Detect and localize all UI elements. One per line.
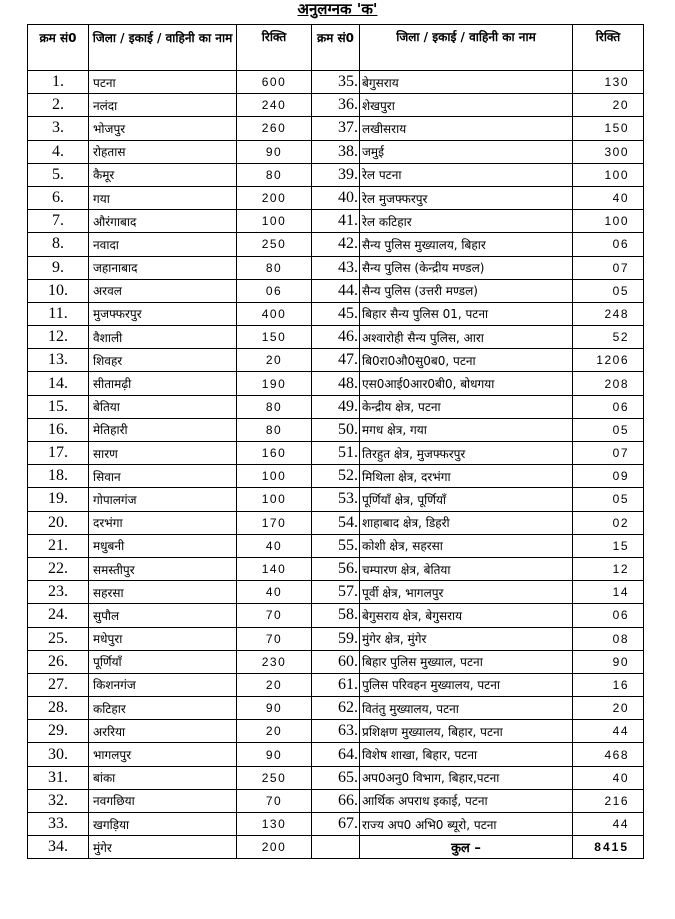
serial-number-cell: 26.	[28, 650, 89, 673]
vacancy-cell: 468	[573, 743, 644, 766]
vacancy-cell: 05	[573, 488, 644, 511]
unit-name-cell: मगध क्षेत्र, गया	[360, 418, 573, 441]
vacancy-cell: 300	[573, 140, 644, 163]
serial-number-cell: 60.	[312, 650, 360, 673]
vacancy-cell: 80	[237, 395, 312, 418]
unit-name-cell: मुजफ्फरपुर	[89, 302, 237, 325]
vacancy-cell: 20	[573, 697, 644, 720]
serial-number-cell: 63.	[312, 720, 360, 743]
serial-number-cell: 48.	[312, 372, 360, 395]
vacancy-cell: 130	[573, 71, 644, 94]
vacancy-cell: 160	[237, 442, 312, 465]
serial-number-cell: 29.	[28, 720, 89, 743]
unit-name-cell: वैशाली	[89, 326, 237, 349]
vacancy-cell: 07	[573, 442, 644, 465]
vacancy-cell: 40	[237, 534, 312, 557]
serial-number-cell: 30.	[28, 743, 89, 766]
unit-name-cell: मेतिहारी	[89, 418, 237, 441]
serial-number-cell: 53.	[312, 488, 360, 511]
serial-number-cell: 15.	[28, 395, 89, 418]
unit-name-cell: अप0अनु0 विभाग, बिहार,पटना	[360, 766, 573, 789]
header-vacancy-right: रिक्ति	[573, 25, 644, 71]
unit-name-cell: सहरसा	[89, 581, 237, 604]
serial-number-cell: 50.	[312, 418, 360, 441]
vacancy-cell: 100	[237, 488, 312, 511]
serial-number-cell: 2.	[28, 94, 89, 117]
serial-number-cell: 42.	[312, 233, 360, 256]
table-row	[28, 256, 644, 279]
serial-number-cell: 33.	[28, 813, 89, 836]
unit-name-cell: सैन्य पुलिस मुख्यालय, बिहार	[360, 233, 573, 256]
vacancy-cell: 90	[237, 697, 312, 720]
unit-name-cell: केन्द्रीय क्षेत्र, पटना	[360, 395, 573, 418]
unit-name-cell: सीतामढ़ी	[89, 372, 237, 395]
unit-name-cell: सारण	[89, 442, 237, 465]
unit-name-cell: तिरहुत क्षेत्र, मुजफ्फरपुर	[360, 442, 573, 465]
table-row	[28, 349, 644, 372]
vacancy-cell: 100	[573, 163, 644, 186]
vacancy-cell: 80	[237, 163, 312, 186]
vacancy-cell: 90	[237, 140, 312, 163]
vacancy-cell: 15	[573, 534, 644, 557]
serial-number-cell: 47.	[312, 349, 360, 372]
vacancy-cell: 208	[573, 372, 644, 395]
unit-name-cell: विशेष शाखा, बिहार, पटना	[360, 743, 573, 766]
unit-name-cell: सिवान	[89, 465, 237, 488]
serial-number-cell: 5.	[28, 163, 89, 186]
serial-number-cell: 28.	[28, 697, 89, 720]
serial-number-cell: 27.	[28, 673, 89, 696]
serial-number-cell: 17.	[28, 442, 89, 465]
vacancy-cell: 240	[237, 94, 312, 117]
unit-name-cell: कैमूर	[89, 163, 237, 186]
serial-number-cell: 32.	[28, 789, 89, 812]
serial-number-cell: 13.	[28, 349, 89, 372]
vacancy-cell: 02	[573, 511, 644, 534]
serial-number-cell: 61.	[312, 673, 360, 696]
vacancy-cell: 1206	[573, 349, 644, 372]
vacancy-cell: 16	[573, 673, 644, 696]
table-row	[28, 442, 644, 465]
vacancy-cell: 170	[237, 511, 312, 534]
unit-name-cell: जहानाबाद	[89, 256, 237, 279]
vacancy-cell: 140	[237, 557, 312, 580]
serial-number-cell: 46.	[312, 326, 360, 349]
unit-name-cell: बेगुसराय	[360, 71, 573, 94]
table-row	[28, 511, 644, 534]
serial-number-cell: 54.	[312, 511, 360, 534]
vacancy-cell: 12	[573, 557, 644, 580]
header-name-right: जिला / इकाई / वाहिनी का नाम	[360, 25, 573, 71]
unit-name-cell: सैन्य पुलिस (केन्द्रीय मण्डल)	[360, 256, 573, 279]
unit-name-cell: बेगुसराय क्षेत्र, बेगुसराय	[360, 604, 573, 627]
table-row	[28, 326, 644, 349]
serial-number-cell: 1.	[28, 71, 89, 94]
serial-number-cell: 56.	[312, 557, 360, 580]
serial-number-cell: 19.	[28, 488, 89, 511]
table-row	[28, 673, 644, 696]
unit-name-cell: रेल मुजफ्फरपुर	[360, 186, 573, 209]
vacancy-cell: 44	[573, 813, 644, 836]
unit-name-cell: अरवल	[89, 279, 237, 302]
vacancy-cell: 20	[237, 349, 312, 372]
table-row	[28, 71, 644, 94]
table-row	[28, 210, 644, 233]
table-row	[28, 395, 644, 418]
serial-number-cell: 59.	[312, 627, 360, 650]
table-row	[28, 766, 644, 789]
vacancy-cell: 80	[237, 256, 312, 279]
table-row	[28, 372, 644, 395]
serial-number-cell: 24.	[28, 604, 89, 627]
table-row	[28, 720, 644, 743]
table-row	[28, 140, 644, 163]
unit-name-cell: भोजपुर	[89, 117, 237, 140]
unit-name-cell: समस्तीपुर	[89, 557, 237, 580]
unit-name-cell: पुलिस परिवहन मुख्यालय, पटना	[360, 673, 573, 696]
unit-name-cell: शेखपुरा	[360, 94, 573, 117]
header-serial-right: क्रम सं0	[312, 25, 360, 71]
vacancy-cell: 190	[237, 372, 312, 395]
table-row	[28, 789, 644, 812]
serial-number-cell: 6.	[28, 186, 89, 209]
serial-number-cell: 25.	[28, 627, 89, 650]
unit-name-cell: शिवहर	[89, 349, 237, 372]
unit-name-cell: बि0रा0औ0सु0ब0, पटना	[360, 349, 573, 372]
table-row	[28, 465, 644, 488]
unit-name-cell: नवादा	[89, 233, 237, 256]
serial-number-cell: 20.	[28, 511, 89, 534]
unit-name-cell: आर्थिक अपराध इकाई, पटना	[360, 789, 573, 812]
vacancy-cell: 200	[237, 836, 312, 859]
vacancy-cell: 100	[237, 210, 312, 233]
table-row	[28, 604, 644, 627]
serial-number-cell: 12.	[28, 326, 89, 349]
serial-number-cell: 31.	[28, 766, 89, 789]
table-row	[28, 117, 644, 140]
vacancy-cell: 600	[237, 71, 312, 94]
unit-name-cell: चम्पारण क्षेत्र, बेतिया	[360, 557, 573, 580]
vacancy-cell: 20	[237, 673, 312, 696]
vacancy-cell: 06	[573, 233, 644, 256]
unit-name-cell: सुपौल	[89, 604, 237, 627]
serial-number-cell: 37.	[312, 117, 360, 140]
vacancy-cell: 05	[573, 279, 644, 302]
serial-number-cell: 40.	[312, 186, 360, 209]
serial-number-cell: 18.	[28, 465, 89, 488]
vacancy-cell: 90	[237, 743, 312, 766]
serial-number-cell: 66.	[312, 789, 360, 812]
unit-name-cell: राज्य अप0 अभि0 ब्यूरो, पटना	[360, 813, 573, 836]
table-row	[28, 233, 644, 256]
serial-number-cell: 49.	[312, 395, 360, 418]
unit-name-cell: दरभंगा	[89, 511, 237, 534]
vacancy-cell: 150	[237, 326, 312, 349]
vacancy-cell: 250	[237, 233, 312, 256]
serial-number-cell: 57.	[312, 581, 360, 604]
unit-name-cell: मधुबनी	[89, 534, 237, 557]
unit-name-cell: अररिया	[89, 720, 237, 743]
vacancy-cell: 06	[573, 395, 644, 418]
unit-name-cell: वितंतु मुख्यालय, पटना	[360, 697, 573, 720]
vacancy-cell: 80	[237, 418, 312, 441]
vacancy-cell: 70	[237, 627, 312, 650]
vacancy-cell: 130	[237, 813, 312, 836]
unit-name-cell: गोपालगंज	[89, 488, 237, 511]
table-row	[28, 813, 644, 836]
vacancy-cell: 09	[573, 465, 644, 488]
vacancy-cell: 07	[573, 256, 644, 279]
serial-number-cell: 16.	[28, 418, 89, 441]
vacancy-cell: 40	[573, 766, 644, 789]
serial-number-cell: 64.	[312, 743, 360, 766]
annexure-title: अनुलग्नक 'क'	[297, 0, 378, 18]
unit-name-cell: मुंगेर	[89, 836, 237, 859]
unit-name-cell: मुंगेर क्षेत्र, मुंगेर	[360, 627, 573, 650]
serial-number-cell: 11.	[28, 302, 89, 325]
vacancy-cell: 05	[573, 418, 644, 441]
serial-number-cell: 41.	[312, 210, 360, 233]
unit-name-cell: प्रशिक्षण मुख्यालय, बिहार, पटना	[360, 720, 573, 743]
vacancy-cell: 260	[237, 117, 312, 140]
unit-name-cell: भागलपुर	[89, 743, 237, 766]
table-header-row	[28, 25, 644, 71]
unit-name-cell: बिहार पुलिस मुख्याल, पटना	[360, 650, 573, 673]
serial-number-cell: 39.	[312, 163, 360, 186]
serial-number-cell: 36.	[312, 94, 360, 117]
serial-number-cell: 35.	[312, 71, 360, 94]
table-row	[28, 186, 644, 209]
unit-name-cell: शाहाबाद क्षेत्र, डिहरी	[360, 511, 573, 534]
vacancy-cell: 40	[237, 581, 312, 604]
vacancy-cell: 70	[237, 789, 312, 812]
vacancy-cell: 14	[573, 581, 644, 604]
table-row	[28, 488, 644, 511]
serial-number-cell: 52.	[312, 465, 360, 488]
table-row	[28, 557, 644, 580]
serial-number-cell: 62.	[312, 697, 360, 720]
unit-name-cell: पटना	[89, 71, 237, 94]
unit-name-cell: जमुई	[360, 140, 573, 163]
vacancy-cell: 200	[237, 186, 312, 209]
table-row	[28, 581, 644, 604]
vacancy-cell: 216	[573, 789, 644, 812]
header-name-left: जिला / इकाई / वाहिनी का नाम	[89, 25, 237, 71]
vacancy-cell: 20	[237, 720, 312, 743]
unit-name-cell: मधेपुरा	[89, 627, 237, 650]
vacancy-cell: 150	[573, 117, 644, 140]
table-row	[28, 650, 644, 673]
unit-name-cell: बेतिया	[89, 395, 237, 418]
unit-name-cell: औरंगाबाद	[89, 210, 237, 233]
vacancy-cell: 44	[573, 720, 644, 743]
total-label: कुल –	[360, 836, 573, 859]
serial-number-cell: 65.	[312, 766, 360, 789]
vacancy-cell: 100	[573, 210, 644, 233]
serial-number-cell: 22.	[28, 557, 89, 580]
vacancy-cell: 52	[573, 326, 644, 349]
unit-name-cell: खगड़िया	[89, 813, 237, 836]
serial-number-cell: 44.	[312, 279, 360, 302]
vacancy-cell: 100	[237, 465, 312, 488]
serial-number-cell: 10.	[28, 279, 89, 302]
vacancy-cell: 248	[573, 302, 644, 325]
serial-number-cell: 4.	[28, 140, 89, 163]
table-row	[28, 302, 644, 325]
table-row	[28, 627, 644, 650]
vacancy-cell: 40	[573, 186, 644, 209]
vacancy-cell: 400	[237, 302, 312, 325]
vacancy-cell: 70	[237, 604, 312, 627]
serial-number-cell: 7.	[28, 210, 89, 233]
unit-name-cell: रेल पटना	[360, 163, 573, 186]
serial-number-cell: 55.	[312, 534, 360, 557]
table-row	[28, 534, 644, 557]
vacancy-cell: 230	[237, 650, 312, 673]
unit-name-cell: गया	[89, 186, 237, 209]
unit-name-cell: कोशी क्षेत्र, सहरसा	[360, 534, 573, 557]
vacancy-cell: 250	[237, 766, 312, 789]
unit-name-cell: अश्वारोही सैन्य पुलिस, आरा	[360, 326, 573, 349]
vacancy-cell: 06	[573, 604, 644, 627]
total-value: 8415	[573, 836, 644, 859]
vacancy-cell: 06	[237, 279, 312, 302]
unit-name-cell: पूर्वी क्षेत्र, भागलपुर	[360, 581, 573, 604]
header-vacancy-left: रिक्ति	[237, 25, 312, 71]
table-row	[28, 743, 644, 766]
unit-name-cell: रेल कटिहार	[360, 210, 573, 233]
unit-name-cell: रोहतास	[89, 140, 237, 163]
serial-number-cell: 67.	[312, 813, 360, 836]
table-row	[28, 418, 644, 441]
vacancy-table	[27, 24, 644, 859]
vacancy-cell: 90	[573, 650, 644, 673]
serial-number-cell: 3.	[28, 117, 89, 140]
unit-name-cell: पूर्णियाँ	[89, 650, 237, 673]
table-row	[28, 697, 644, 720]
serial-number-cell: 38.	[312, 140, 360, 163]
table-row	[28, 94, 644, 117]
unit-name-cell: कटिहार	[89, 697, 237, 720]
unit-name-cell: बांका	[89, 766, 237, 789]
serial-number-cell: 43.	[312, 256, 360, 279]
unit-name-cell: मिथिला क्षेत्र, दरभंगा	[360, 465, 573, 488]
serial-number-cell: 8.	[28, 233, 89, 256]
unit-name-cell: सैन्य पुलिस (उत्तरी मण्डल)	[360, 279, 573, 302]
vacancy-cell: 20	[573, 94, 644, 117]
serial-number-cell: 14.	[28, 372, 89, 395]
unit-name-cell: किशनगंज	[89, 673, 237, 696]
unit-name-cell: बिहार सैन्य पुलिस 01, पटना	[360, 302, 573, 325]
serial-number-cell: 9.	[28, 256, 89, 279]
serial-number-cell: 58.	[312, 604, 360, 627]
header-serial-left: क्रम सं0	[28, 25, 89, 71]
unit-name-cell: एस0आई0आर0बी0, बोधगया	[360, 372, 573, 395]
unit-name-cell: नवगछिया	[89, 789, 237, 812]
table-row	[28, 836, 644, 859]
serial-number-cell: 34.	[28, 836, 89, 859]
empty-cell	[312, 836, 360, 859]
unit-name-cell: पूर्णियाँ क्षेत्र, पूर्णियाँ	[360, 488, 573, 511]
table-row	[28, 279, 644, 302]
table-row	[28, 163, 644, 186]
serial-number-cell: 45.	[312, 302, 360, 325]
vacancy-cell: 08	[573, 627, 644, 650]
unit-name-cell: लखीसराय	[360, 117, 573, 140]
serial-number-cell: 23.	[28, 581, 89, 604]
unit-name-cell: नलंदा	[89, 94, 237, 117]
serial-number-cell: 51.	[312, 442, 360, 465]
serial-number-cell: 21.	[28, 534, 89, 557]
